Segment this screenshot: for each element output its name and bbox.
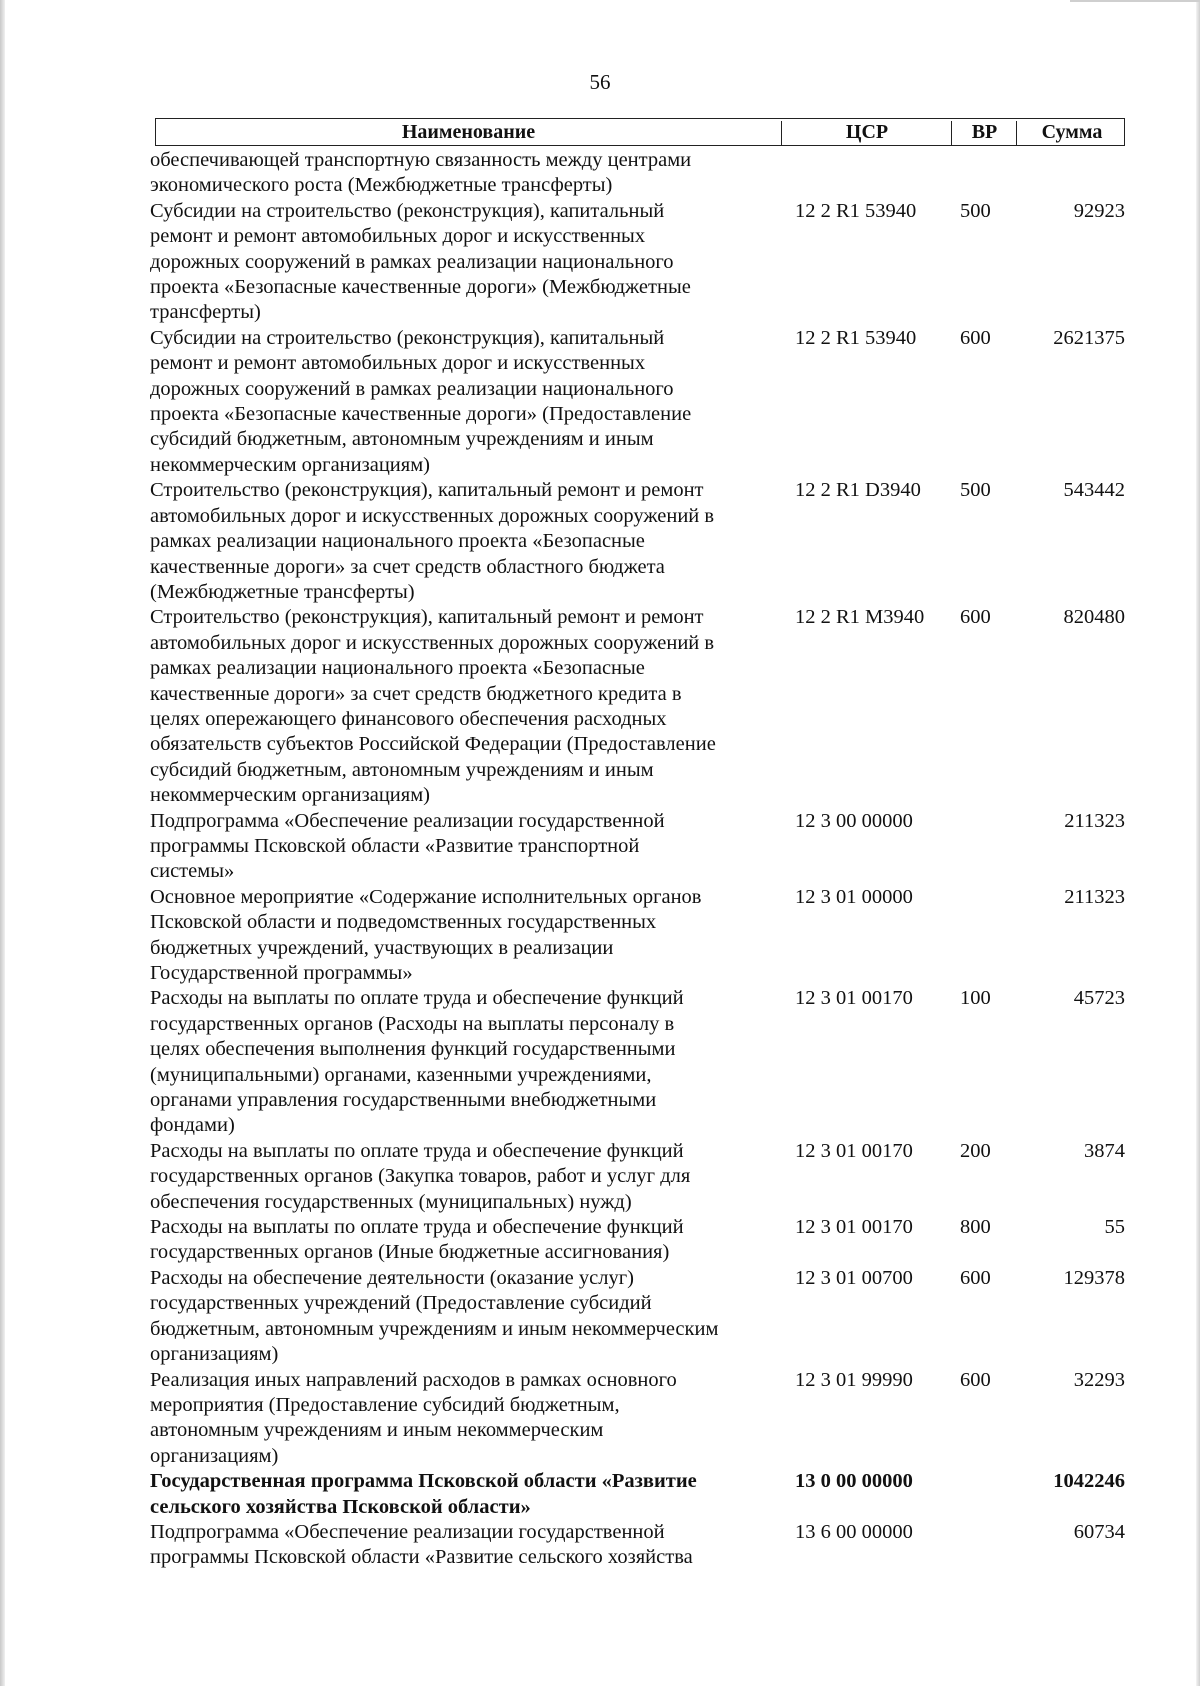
row-sum: 211323 [1064, 885, 1125, 908]
row-vr: 600 [960, 606, 991, 629]
table-body [150, 148, 1130, 1571]
table-row [150, 199, 1130, 326]
row-sum: 543442 [1063, 479, 1125, 502]
row-name-line: организациям) [150, 1343, 279, 1366]
scan-edge-left [0, 0, 5, 1686]
row-code: 12 2 R1 M3940 [795, 606, 925, 629]
row-code: 12 2 R1 53940 [795, 326, 917, 349]
row-sum: 3874 [1084, 1139, 1125, 1162]
row-name-line: сельского хозяйства Псковской области» [150, 1495, 531, 1518]
row-vr: 800 [960, 1216, 991, 1239]
row-code: 12 3 01 00700 [795, 1266, 913, 1289]
row-code: 12 3 01 99990 [795, 1368, 913, 1391]
row-vr: 500 [960, 199, 991, 222]
row-code: 13 0 00 00000 [795, 1470, 913, 1493]
row-vr: 600 [960, 1266, 991, 1289]
row-name-line: Строительство (реконструкция), капитальный ремонт и ремонт [150, 606, 704, 629]
row-name [150, 199, 780, 326]
row-sum: 1042246 [1053, 1470, 1125, 1493]
row-name-line: проекта «Безопасные качественные дороги» (Предоставление [150, 403, 692, 426]
row-name-line: Расходы на выплаты по оплате труда и обеспечение функций [150, 987, 684, 1010]
row-name-line: субсидий бюджетным, автономным учреждениям и иным [150, 428, 654, 451]
row-name-line: дорожных сооружений в рамках реализации национального [150, 377, 674, 400]
row-name-line: Расходы на обеспечение деятельности (оказание услуг) [150, 1266, 634, 1289]
row-sum: 45723 [1073, 987, 1125, 1010]
row-code: 12 3 01 00000 [795, 885, 913, 908]
row-sum: 211323 [1064, 809, 1125, 832]
row-name-line: дорожных сооружений в рамках реализации национального [150, 250, 674, 273]
row-code: 12 3 01 00170 [795, 987, 913, 1010]
row-name-line: целях опережающего финансового обеспечения расходных [150, 707, 667, 730]
row-name-line: целях обеспечения выполнения функций государственными [150, 1038, 676, 1061]
row-name [150, 809, 780, 885]
row-vr: 100 [960, 987, 991, 1010]
row-vr: 600 [960, 326, 991, 349]
row-name-line: государственных органов (Расходы на выплаты персоналу в [150, 1012, 675, 1035]
row-name-line: государственных учреждений (Предоставление субсидий [150, 1292, 652, 1315]
row-name-line: проекта «Безопасные качественные дороги» (Межбюджетные [150, 276, 691, 299]
row-name-line: Реализация иных направлений расходов в рамках основного [150, 1368, 677, 1391]
row-name-line: фондами) [150, 1114, 235, 1137]
row-name-line: мероприятия (Предоставление субсидий бюджетным, [150, 1393, 620, 1416]
row-name-line: системы» [150, 860, 235, 883]
row-name-line: Субсидии на строительство (реконструкция), капитальный [150, 326, 665, 349]
row-name [150, 326, 780, 478]
table-row [150, 1215, 1130, 1266]
row-name [150, 1266, 780, 1368]
row-code: 12 3 01 00170 [795, 1216, 913, 1239]
row-name [150, 478, 780, 605]
table-row [150, 1368, 1130, 1470]
row-name-line: некоммерческим организациям) [150, 784, 430, 807]
row-name-line: обеспечивающей транспортную связанность между центрами [150, 149, 692, 171]
row-name [150, 1139, 780, 1215]
table-row [150, 326, 1130, 478]
row-name-line: рамках реализации национального проекта «Безопасные [150, 657, 645, 680]
row-name [150, 148, 780, 199]
row-name-line: Государственной программы» [150, 962, 413, 984]
row-name-line: (муниципальными) органами, казенными учреждениями, [150, 1063, 652, 1086]
row-name-line: (Межбюджетные трансферты) [150, 580, 415, 603]
table-header [155, 118, 1125, 146]
table-row [150, 1139, 1130, 1215]
header-sum: Сумма [1016, 121, 1127, 145]
table-row [150, 1266, 1130, 1368]
row-name [150, 1520, 780, 1571]
table-row [150, 605, 1130, 808]
page-number: 56 [589, 70, 611, 94]
row-name-line: субсидий бюджетным, автономным учреждениям и иным [150, 758, 654, 781]
row-name-line: обеспечения государственных (муниципальных) нужд) [150, 1190, 632, 1213]
row-name-line: государственных органов (Закупка товаров, работ и услуг для [150, 1165, 691, 1188]
row-code: 12 3 00 00000 [795, 809, 913, 832]
table-row [150, 148, 1130, 199]
header-name: Наименование [401, 121, 536, 143]
row-name-line: бюджетным, автономным учреждениям и иным некоммерческим [150, 1317, 719, 1340]
row-name-line: автономным учреждениям и иным некоммерческим [150, 1419, 604, 1442]
row-name-line: трансферты) [150, 301, 261, 324]
row-name-line: органами управления государственными внебюджетными [150, 1089, 657, 1112]
row-name-line: ремонт и ремонт автомобильных дорог и искусственных [150, 225, 646, 248]
row-name-line: качественные дороги» за счет средств областного бюджета [150, 555, 665, 578]
row-name-line: рамках реализации национального проекта «Безопасные [150, 530, 645, 553]
row-name-line: автомобильных дорог и искусственных дорожных сооружений в [150, 504, 715, 527]
table-row [150, 1520, 1130, 1571]
row-name-line: бюджетных учреждений, участвующих в реализации [150, 936, 614, 959]
table-row [150, 1469, 1130, 1520]
row-sum: 32293 [1073, 1368, 1125, 1391]
row-name-line: Субсидии на строительство (реконструкция), капитальный [150, 199, 665, 222]
row-name-line: обязательств субъектов Российской Федерации (Предоставление [150, 733, 716, 756]
row-name-line: Строительство (реконструкция), капитальный ремонт и ремонт [150, 479, 704, 502]
row-name-line: Расходы на выплаты по оплате труда и обеспечение функций [150, 1139, 684, 1162]
row-name-line: программы Псковской области «Развитие транспортной [150, 834, 640, 857]
table-row [150, 885, 1130, 987]
row-name-line: Государственная программа Псковской области «Развитие [150, 1470, 697, 1493]
row-name-line: государственных органов (Иные бюджетные ассигнования) [150, 1241, 670, 1264]
row-name-line: Подпрограмма «Обеспечение реализации государственной [150, 809, 665, 832]
row-vr: 500 [960, 479, 991, 502]
row-name [150, 605, 780, 808]
row-name-line: организациям) [150, 1444, 279, 1467]
row-name-line: экономического роста (Межбюджетные трансферты) [150, 174, 613, 197]
row-sum: 2621375 [1053, 326, 1125, 349]
row-name [150, 1469, 780, 1520]
row-name [150, 1215, 780, 1266]
row-sum: 60734 [1073, 1520, 1125, 1543]
row-name-line: автомобильных дорог и искусственных дорожных сооружений в [150, 631, 715, 654]
row-name-line: Основное мероприятие «Содержание исполнительных органов [150, 885, 702, 908]
row-vr: 600 [960, 1368, 991, 1391]
table-row [150, 809, 1130, 885]
row-sum: 92923 [1073, 199, 1125, 222]
scan-edge-right [1196, 0, 1200, 1686]
row-code: 12 2 R1 53940 [795, 199, 917, 222]
row-sum: 820480 [1063, 606, 1125, 629]
row-sum: 55 [1104, 1216, 1125, 1239]
row-name [150, 885, 780, 987]
row-name-line: программы Псковской области «Развитие сельского хозяйства [150, 1546, 693, 1569]
row-vr: 200 [960, 1139, 991, 1162]
header-vr: ВР [951, 121, 1017, 145]
header-code: ЦСР [781, 121, 952, 145]
row-name-line: Псковской области и подведомственных государственных [150, 911, 657, 934]
row-name [150, 986, 780, 1138]
row-name [150, 1368, 780, 1470]
row-sum: 129378 [1063, 1266, 1125, 1289]
row-name-line: некоммерческим организациям) [150, 453, 430, 476]
row-name-line: Подпрограмма «Обеспечение реализации государственной [150, 1520, 665, 1543]
row-name-line: ремонт и ремонт автомобильных дорог и искусственных [150, 352, 646, 375]
scan-edge-top [1070, 0, 1200, 2]
table-row [150, 986, 1130, 1138]
row-code: 13 6 00 00000 [795, 1520, 913, 1543]
row-name-line: Расходы на выплаты по оплате труда и обеспечение функций [150, 1216, 684, 1239]
row-code: 12 3 01 00170 [795, 1139, 913, 1162]
table-row [150, 478, 1130, 605]
row-code: 12 2 R1 D3940 [795, 479, 921, 502]
row-name-line: качественные дороги» за счет средств бюджетного кредита в [150, 682, 682, 705]
